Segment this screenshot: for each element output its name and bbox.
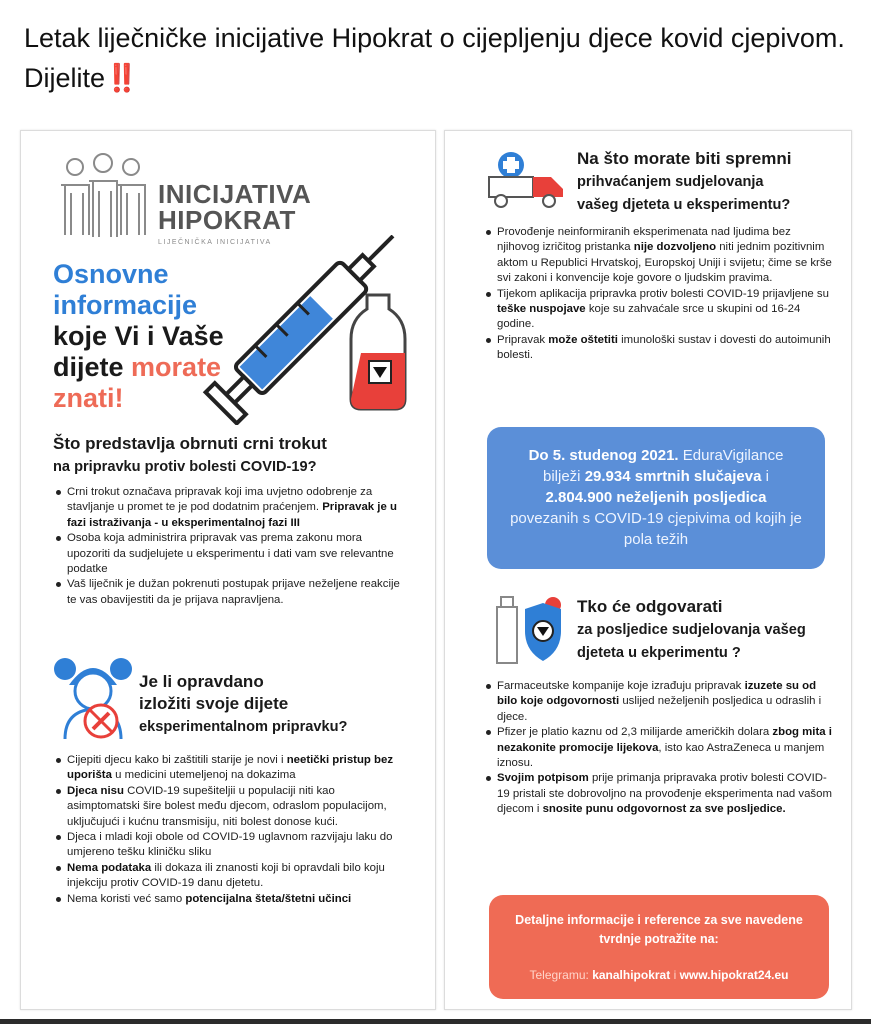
section1-title-a: Što predstavlja obrnuti crni trokut <box>53 434 327 453</box>
list-item: Djeca i mladi koji obole od COVID-19 uglavnom razvijaju laku do umjereno tešku kliničku sliku <box>67 830 403 861</box>
statistics-box: Do 5. studenog 2021. EduraVigilance bilježi 29.934 smrtnih slučajeva i 2.804.900 neželjenih posljedica povezanih s COVID-19 cjepivima od kojih je pola težih <box>487 427 825 569</box>
list-item: Farmaceutske kompanije koje izrađuju pripravak izuzete su od bilo koje odgovornosti uslijed neželjenih posljedica u odraslih i djece. <box>497 679 833 725</box>
section2-title-a: Je li opravdano <box>139 672 264 691</box>
section4-title-c: djeteta u ekperimentu ? <box>577 645 741 661</box>
logo-wordmark <box>158 181 311 233</box>
references-text: Detaljne informacije i reference za sve navedene tvrdnje potražite na: <box>515 913 803 946</box>
section4-title <box>577 596 842 664</box>
section-who-is-responsible <box>577 596 842 664</box>
list-item: Tijekom aplikacija pripravka protiv bolesti COVID-19 prijavljene su teške nuspojave koje su zahvaćale srce u skupini od 16-24 godine. <box>497 287 833 333</box>
section3-list <box>483 225 833 364</box>
list-item: Pfizer je platio kaznu od 2,3 milijarde američkih dolara zbog mita i nezakonite promocije lijekova, isto kao AstraZeneca u manjem iznosu. <box>497 725 833 771</box>
list-item: Cijepiti djecu kako bi zaštitili starije je novi i neetički pristup bez uporišta u medicini utemeljenoj na dokazima <box>67 753 403 784</box>
section1-title <box>53 433 423 478</box>
hipokrat-logo <box>53 153 312 246</box>
list-item: Svojim potpisom prije primanja pripravaka protiv bolesti COVID-19 pristali ste dobrovoljno na provođenje eksperimenta nad vašom djecom i snosite punu odgovornost za sve posljedice. <box>497 771 833 817</box>
logo-line2: HIPOKRAT <box>158 205 296 235</box>
section4-title-a: Tko će odgovarati <box>577 597 723 616</box>
section2-title <box>139 671 399 738</box>
section-what-to-expect <box>577 148 837 216</box>
headline-line2: informacije <box>53 290 198 320</box>
references-box <box>489 895 829 999</box>
headline-line4 <box>53 352 221 383</box>
section4-title-b: za posljedice sudjelovanja vašeg <box>577 622 806 638</box>
list-item: Vaš liječnik je dužan pokrenuti postupak prijave neželjene reakcije te vas obavijestiti da je prijava napravljena. <box>67 577 403 608</box>
bottom-divider <box>0 1019 871 1024</box>
headline-word-dijete: dijete <box>53 352 124 382</box>
headline-line5: znati! <box>53 383 124 413</box>
post-caption <box>24 18 854 98</box>
headline-line3: koje Vi i Vaše <box>53 321 224 351</box>
double-exclamation-emoji: ‼️ <box>105 63 136 93</box>
section-is-it-justified <box>139 671 399 738</box>
section1-list <box>53 485 403 608</box>
section3-title-c: vašeg djeteta u eksperimentu? <box>577 197 791 213</box>
section3-title-a: Na što morate biti spremni <box>577 149 792 168</box>
section2-title-c: eksperimentalnom pripravku? <box>139 719 348 735</box>
list-item: Osoba koja administrira pripravak vas prema zakonu mora upozoriti da sudjelujete u eksperimentu i dati vam sve relevantne podatke <box>67 531 403 577</box>
section1-title-b: na pripravku protiv bolesti COVID-19? <box>53 459 317 475</box>
list-item: Crni trokut označava pripravak koji ima uvjetno odobrenje za stavljanje u promet te je pod dodatnim praćenjem. Pripravak je u fazi istraživanja - u eksperimentalnoj fazi III <box>67 485 403 531</box>
section-black-triangle <box>53 433 423 478</box>
child-no-vaccine-icon <box>51 649 141 741</box>
flyer-right-panel <box>444 130 852 1010</box>
website-link[interactable]: www.hipokrat24.eu <box>679 968 789 982</box>
headline-line1: Osnovne <box>53 259 169 289</box>
list-item: Djeca nisu COVID-19 supešiteljii u populaciji niti kao asimptomatski šire bolest među djecom, odraslom populacijom, uključujući i kućnu transmisiju, niti bolest donose kući. <box>67 784 403 830</box>
list-item: Nema podataka ili dokaza ili znanosti koji bi opravdali bilo koju injekciju protiv COVID-19 danu djetetu. <box>67 861 403 892</box>
telegram-link[interactable]: kanalhipokrat <box>592 968 671 982</box>
post-text: Letak liječničke inicijative Hipokrat o cijepljenju djece kovid cjepivom. Dijelite <box>24 23 845 93</box>
section4-list <box>483 679 833 818</box>
list-item: Nema koristi već samo potencijalna šteta/štetni učinci <box>67 892 403 907</box>
logo-line1: INICIJATIVA <box>158 179 312 209</box>
shield-vaccine-icon <box>487 587 573 669</box>
syringe-vial-icon <box>199 235 439 425</box>
headline-word-morate: morate <box>131 352 222 382</box>
flyer-left-panel <box>20 130 436 1010</box>
section2-title-b: izložiti svoje dijete <box>139 694 289 713</box>
logo-subtitle: LIJEČNIČKA INICIJATIVA <box>158 239 272 246</box>
section3-title-b: prihvaćanjem sudjelovanja <box>577 174 764 190</box>
section2-list <box>53 753 403 907</box>
list-item: Pripravak može oštetiti imunološki sustav i dovesti do autoimunih bolesti. <box>497 333 833 364</box>
doctors-group-icon <box>53 153 153 239</box>
section3-title <box>577 148 837 216</box>
references-links: Telegramu: kanalhipokrat i www.hipokrat24.eu <box>529 968 789 982</box>
list-item: Provođenje neinformiranih eksperimenata nad ljudima bez njihovog izričitog pristanka nije dozvoljeno niti jednim pozitivnim aktom u Republici Hrvatskoj, Europskoj Uniji i svijetu; čime se krše svi zakoni i konvencije koje govore o ljudskim pravima. <box>497 225 833 287</box>
medical-truck-icon <box>485 147 571 209</box>
